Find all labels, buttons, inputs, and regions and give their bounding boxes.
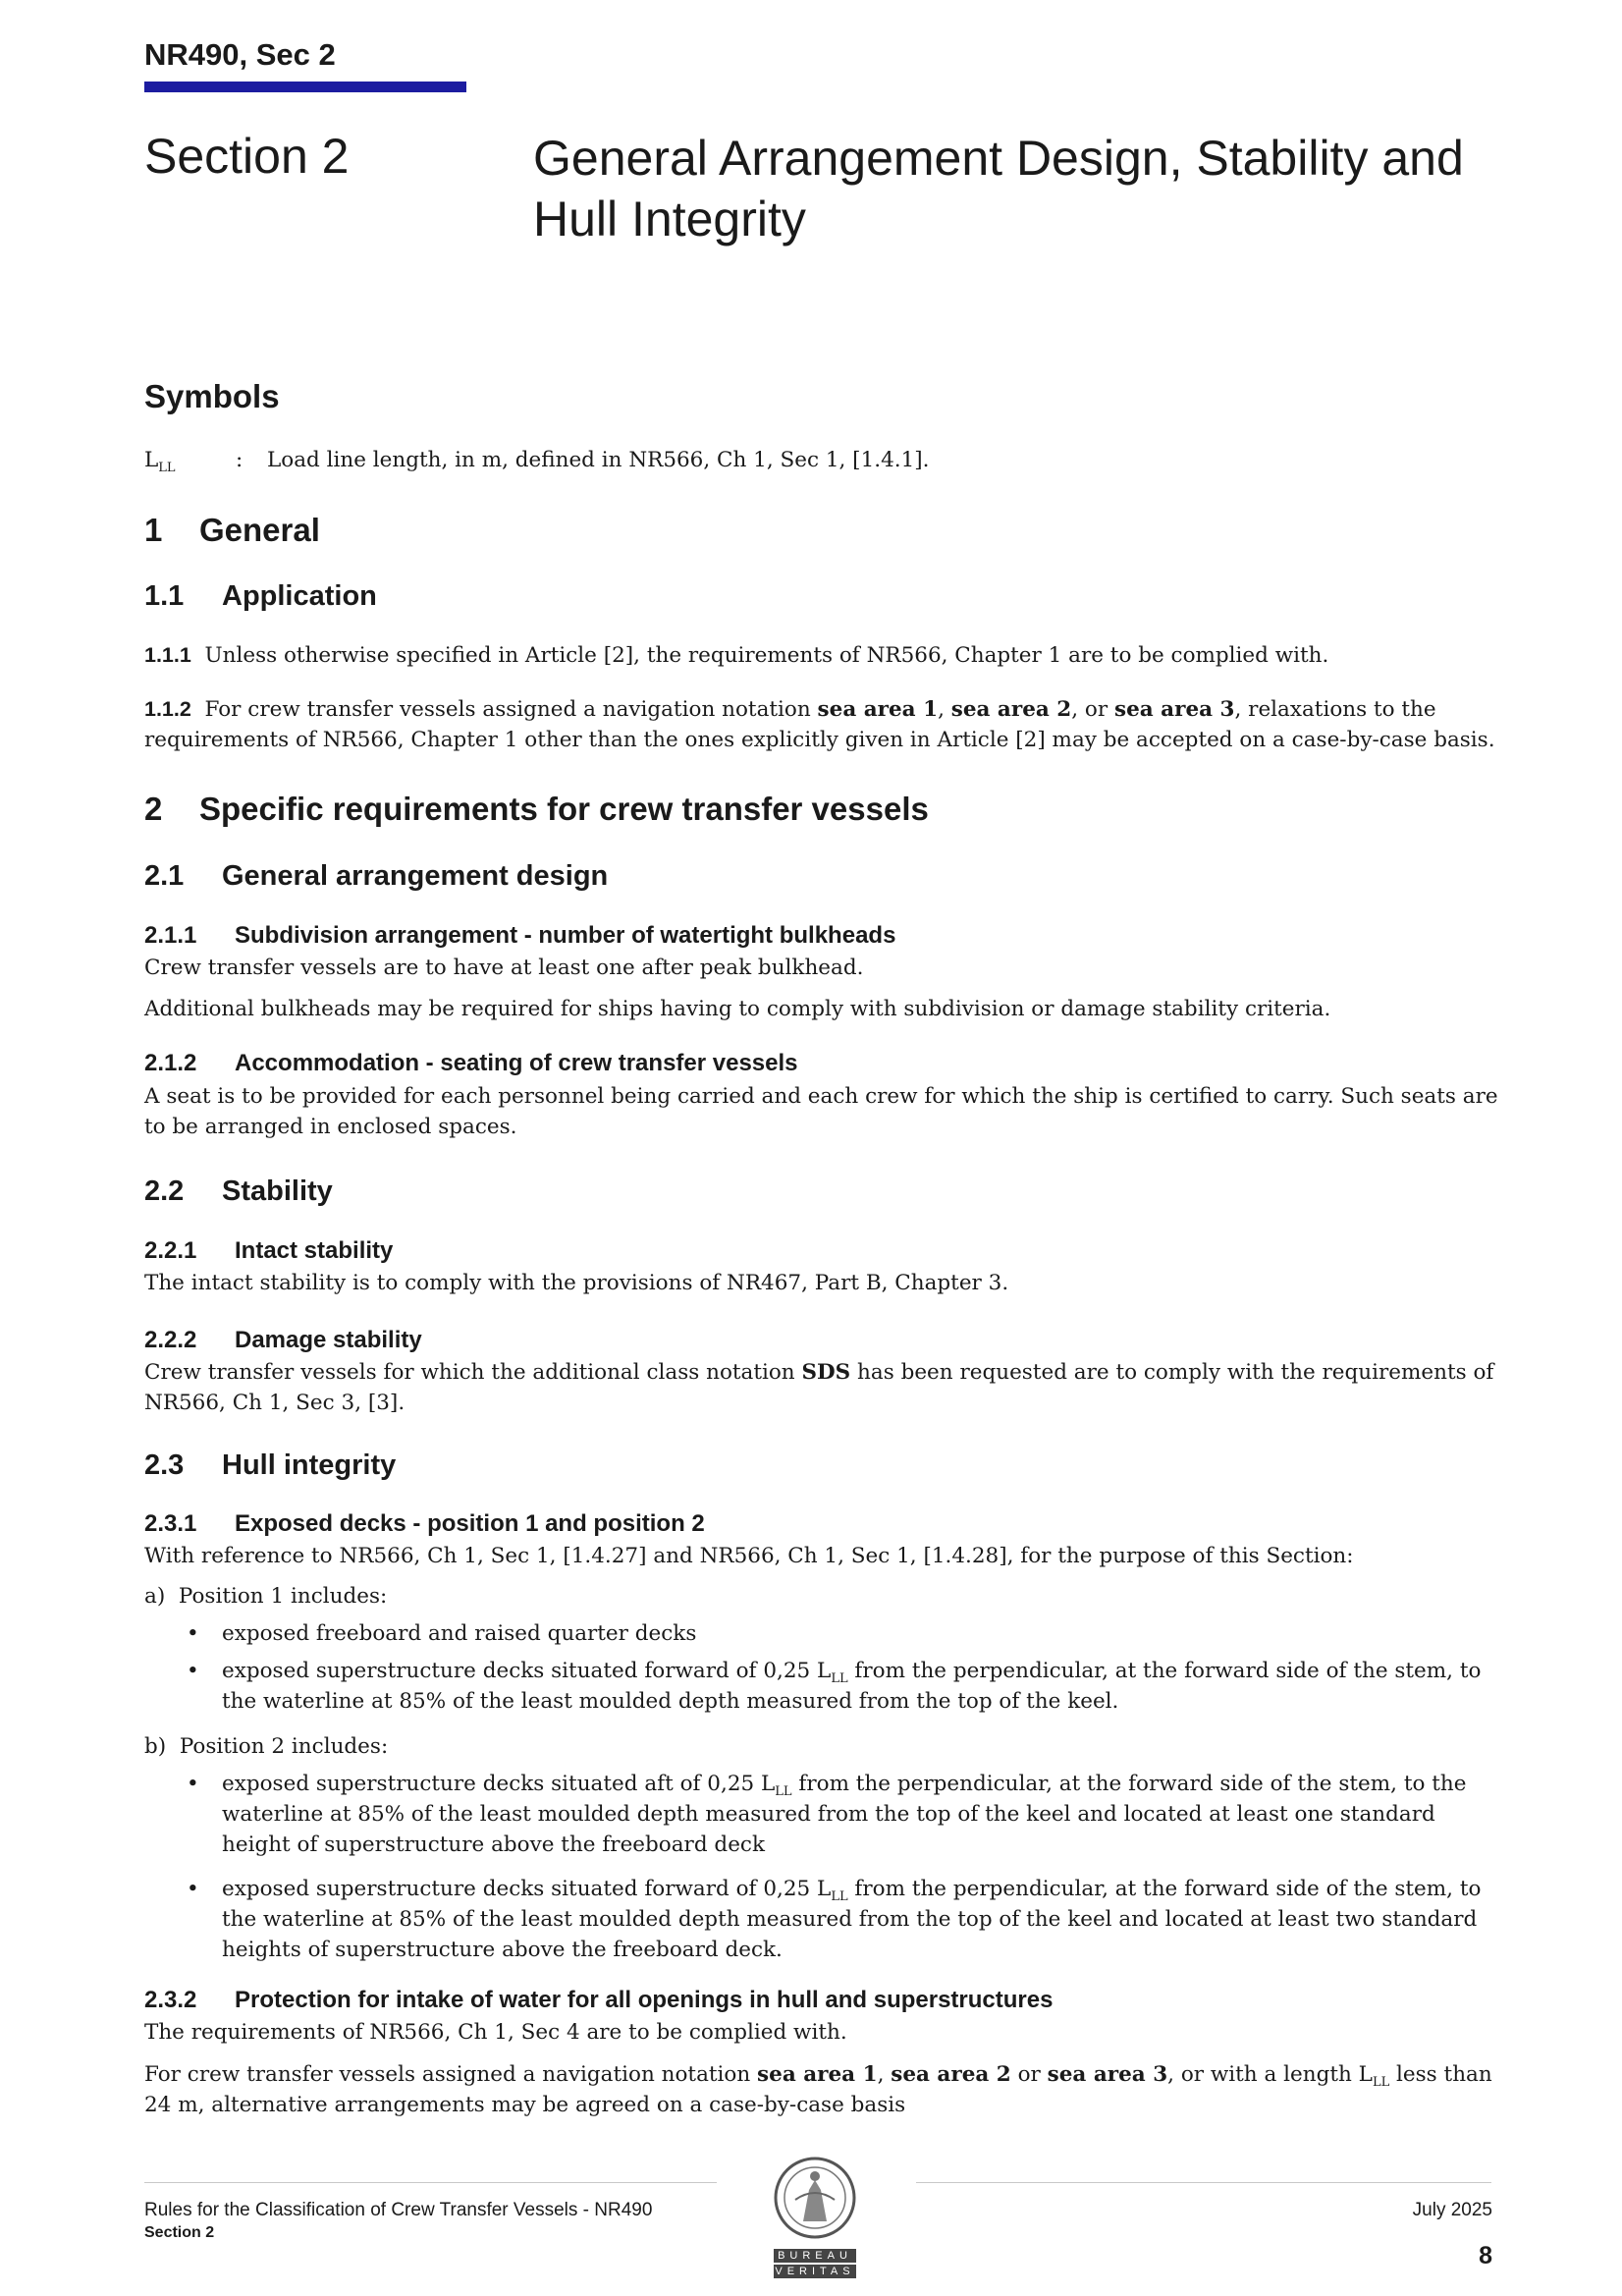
article-1-1-2: 1.1.2 For crew transfer vessels assigned a navigation notation sea area 1, sea area 2, or sea area 3, relaxations to the requirements of NR566, Chapter 1 other than the ones explicitly given in Article [2] may be accepted on a case-by-case basis. — [144, 697, 1495, 752]
section-title: General Arrangement Design, Stability and Hull Integrity — [533, 131, 1464, 246]
heading-2-1-1: 2.1.1 Subdivision arrangement - number of watertight bulkheads — [144, 922, 896, 949]
heading-2-1-2: 2.1.2 Accommodation - seating of crew transfer vessels — [144, 1050, 798, 1076]
paragraph: Crew transfer vessels for which the additional class notation SDS has been requested are to comply with the requirements of NR566, Ch 1, Sec 3, [3]. — [144, 1360, 1494, 1415]
list-item-a: a) Position 1 includes: — [144, 1584, 388, 1609]
footer-date: July 2025 — [1412, 2200, 1492, 2220]
heading-2-specific-requirements: 2 Specific requirements for crew transfer vessels — [144, 791, 929, 827]
paragraph: With reference to NR566, Ch 1, Sec 1, [1.4.27] and NR566, Ch 1, Sec 1, [1.4.28], for the purpose of this Section: — [144, 1544, 1354, 1568]
paragraph: Additional bulkheads may be required for ships having to comply with subdivision or damage stability criteria. — [144, 997, 1331, 1021]
paragraph: Crew transfer vessels are to have at least one after peak bulkhead. — [144, 956, 864, 980]
heading-2-2-stability: 2.2 Stability — [144, 1175, 333, 1207]
symbol-definition: Load line length, in m, defined in NR566, Ch 1, Sec 1, [1.4.1]. — [267, 448, 930, 472]
article-number: 1.1.2 — [144, 697, 191, 721]
symbol-separator: : — [236, 448, 243, 472]
logo-seal-icon — [766, 2151, 864, 2249]
symbols-heading: Symbols — [144, 378, 280, 414]
paragraph: The intact stability is to comply with the provisions of NR467, Part B, Chapter 3. — [144, 1271, 1009, 1295]
logo-text-line-2: VERITAS — [775, 2266, 855, 2277]
list-item-b: b) Position 2 includes: — [144, 1734, 389, 1759]
paragraph: A seat is to be provided for each personnel being carried and each crew for which the ship is certified to carry. Such seats are to be arranged in enclosed spaces. — [144, 1084, 1498, 1139]
heading-2-2-2: 2.2.2 Damage stability — [144, 1327, 422, 1353]
heading-1-1-application: 1.1 Application — [144, 580, 377, 612]
heading-2-3-1: 2.3.1 Exposed decks - position 1 and position 2 — [144, 1510, 705, 1537]
section-number: Section 2 — [144, 129, 350, 184]
footer-divider-left — [144, 2182, 717, 2183]
paragraph: The requirements of NR566, Ch 1, Sec 4 are to be complied with. — [144, 2020, 847, 2045]
bureau-veritas-logo — [766, 2151, 864, 2278]
footer-section: Section 2 — [144, 2224, 215, 2241]
logo-text-line-1: BUREAU — [774, 2249, 856, 2263]
paragraph: For crew transfer vessels assigned a navigation notation sea area 1, sea area 2 or sea area 3, or with a length $L_{LL}$ less than 24 m, alternative arrangements may be agreed on a case-by-case basis — [144, 2062, 1492, 2117]
heading-2-1-general-arrangement: 2.1 General arrangement design — [144, 860, 609, 892]
running-header: NR490, Sec 2 — [144, 37, 336, 72]
heading-2-2-1: 2.2.1 Intact stability — [144, 1237, 394, 1264]
symbol-definition-row — [144, 445, 1499, 475]
footer-divider-right — [916, 2182, 1491, 2183]
heading-1-general: 1 General — [144, 512, 320, 548]
header-accent-bar — [144, 82, 466, 92]
heading-2-3-2: 2.3.2 Protection for intake of water for all openings in hull and superstructures — [144, 1987, 1054, 2013]
article-number: 1.1.1 — [144, 643, 191, 667]
page-number: 8 — [1479, 2242, 1492, 2269]
symbol-name: $L_{LL}$ — [144, 448, 176, 475]
footer-document-title: Rules for the Classification of Crew Transfer Vessels - NR490 — [144, 2200, 653, 2220]
article-1-1-1: 1.1.1 Unless otherwise specified in Article [2], the requirements of NR566, Chapter 1 are to be complied with. — [144, 643, 1329, 668]
heading-2-3-hull-integrity: 2.3 Hull integrity — [144, 1449, 397, 1481]
